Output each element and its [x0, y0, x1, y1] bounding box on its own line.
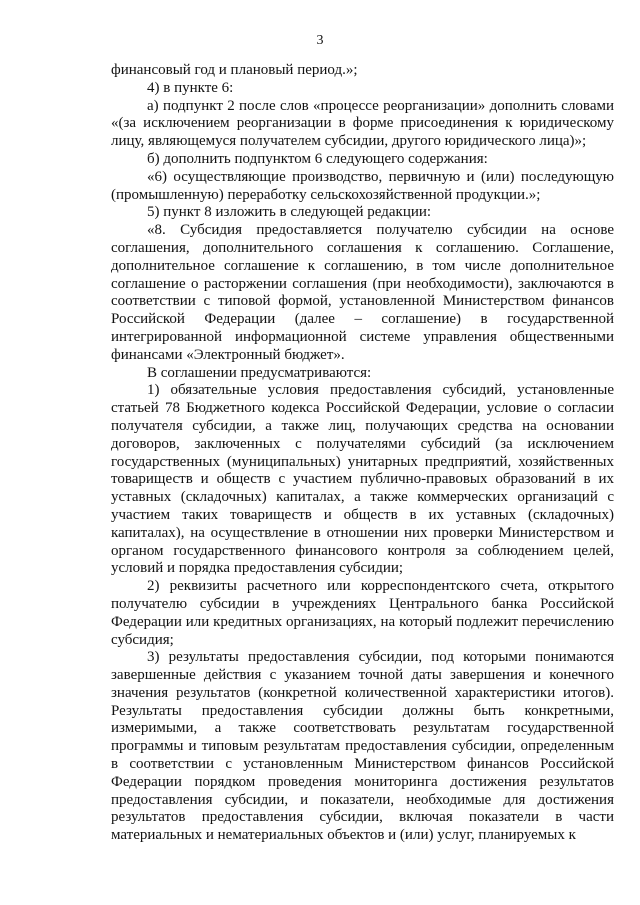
paragraph: б) дополнить подпунктом 6 следующего содержания: [147, 150, 488, 167]
paragraph: «6) осуществляющие производство, первичную и (или) последующую (промышленную) переработку сельскохозяйственной продукции.»; [111, 168, 614, 203]
paragraph: а) подпункт 2 после слов «процессе реорганизации» дополнить словами «(за исключением реорганизации в форме присоединения к юридическому лицу, являющемуся получателем субсидии, другого юридического лица)»; [111, 97, 614, 150]
paragraph: 5) пункт 8 изложить в следующей редакции: [147, 204, 432, 221]
paragraph: 4) в пункте 6: [147, 79, 234, 96]
paragraph: 3) результаты предоставления субсидии, под которыми понимаются завершенные действия с указанием точной даты завершения и конечного значения результатов (конкретной количественной характеристики итогов). Результаты предоставления субсидии должны быть конкретными, измеримыми, а также соответствовать результатам государственной программы и типовым результатам предоставления субсидии, определенным в соответствии с установленным Министерством финансов Российской Федерации порядком проведения мониторинга достижения результатов предоставления субсидии, и показатели, необходимые для достижения результатов предоставления субсидии, включая показатели в части материальных и нематериальных объектов и (или) услуг, планируемых к [111, 649, 614, 844]
paragraph: 2) реквизиты расчетного или корреспондентского счета, открытого получателю субсидии в учреждениях Центрального банка Российской Федерации или кредитных организациях, на который подлежит перечислению субсидия; [111, 578, 614, 648]
page-number: 3 [316, 33, 324, 48]
paragraph: 1) обязательные условия предоставления субсидий, установленные статьей 78 Бюджетного кодекса Российской Федерации, условие о согласии получателя субсидии, а также лиц, получающих средства на основании договоров, заключенных с получателями субсидий (за исключением государственных (муниципальных) унитарных предприятий, хозяйственных товариществ и обществ с участием публично-правовых образований в их уставных (складочных) капиталах, а также коммерческих организаций с участием таких товариществ и обществ в их уставных (складочных) капиталах), на осуществление в отношении них проверки Министерством и органом государственного финансового контроля за соблюдением целей, условий и порядка предоставления субсидии; [111, 382, 614, 577]
paragraph: финансовый год и плановый период.»; [111, 62, 358, 78]
paragraph: «8. Субсидия предоставляется получателю субсидии на основе соглашения, дополнительного соглашения к соглашению. Соглашение, дополнительное соглашение к соглашению, в том числе дополнительное соглашение о расторжении соглашения (при необходимости), заключаются в соответствии с типовой формой, установленной Министерством финансов Российской Федерации (далее – соглашение) в государственной интегрированной информационной системе управления общественными финансами «Электронный бюджет». [111, 222, 614, 363]
paragraph: В соглашении предусматриваются: [147, 364, 372, 381]
document-body [111, 62, 614, 845]
